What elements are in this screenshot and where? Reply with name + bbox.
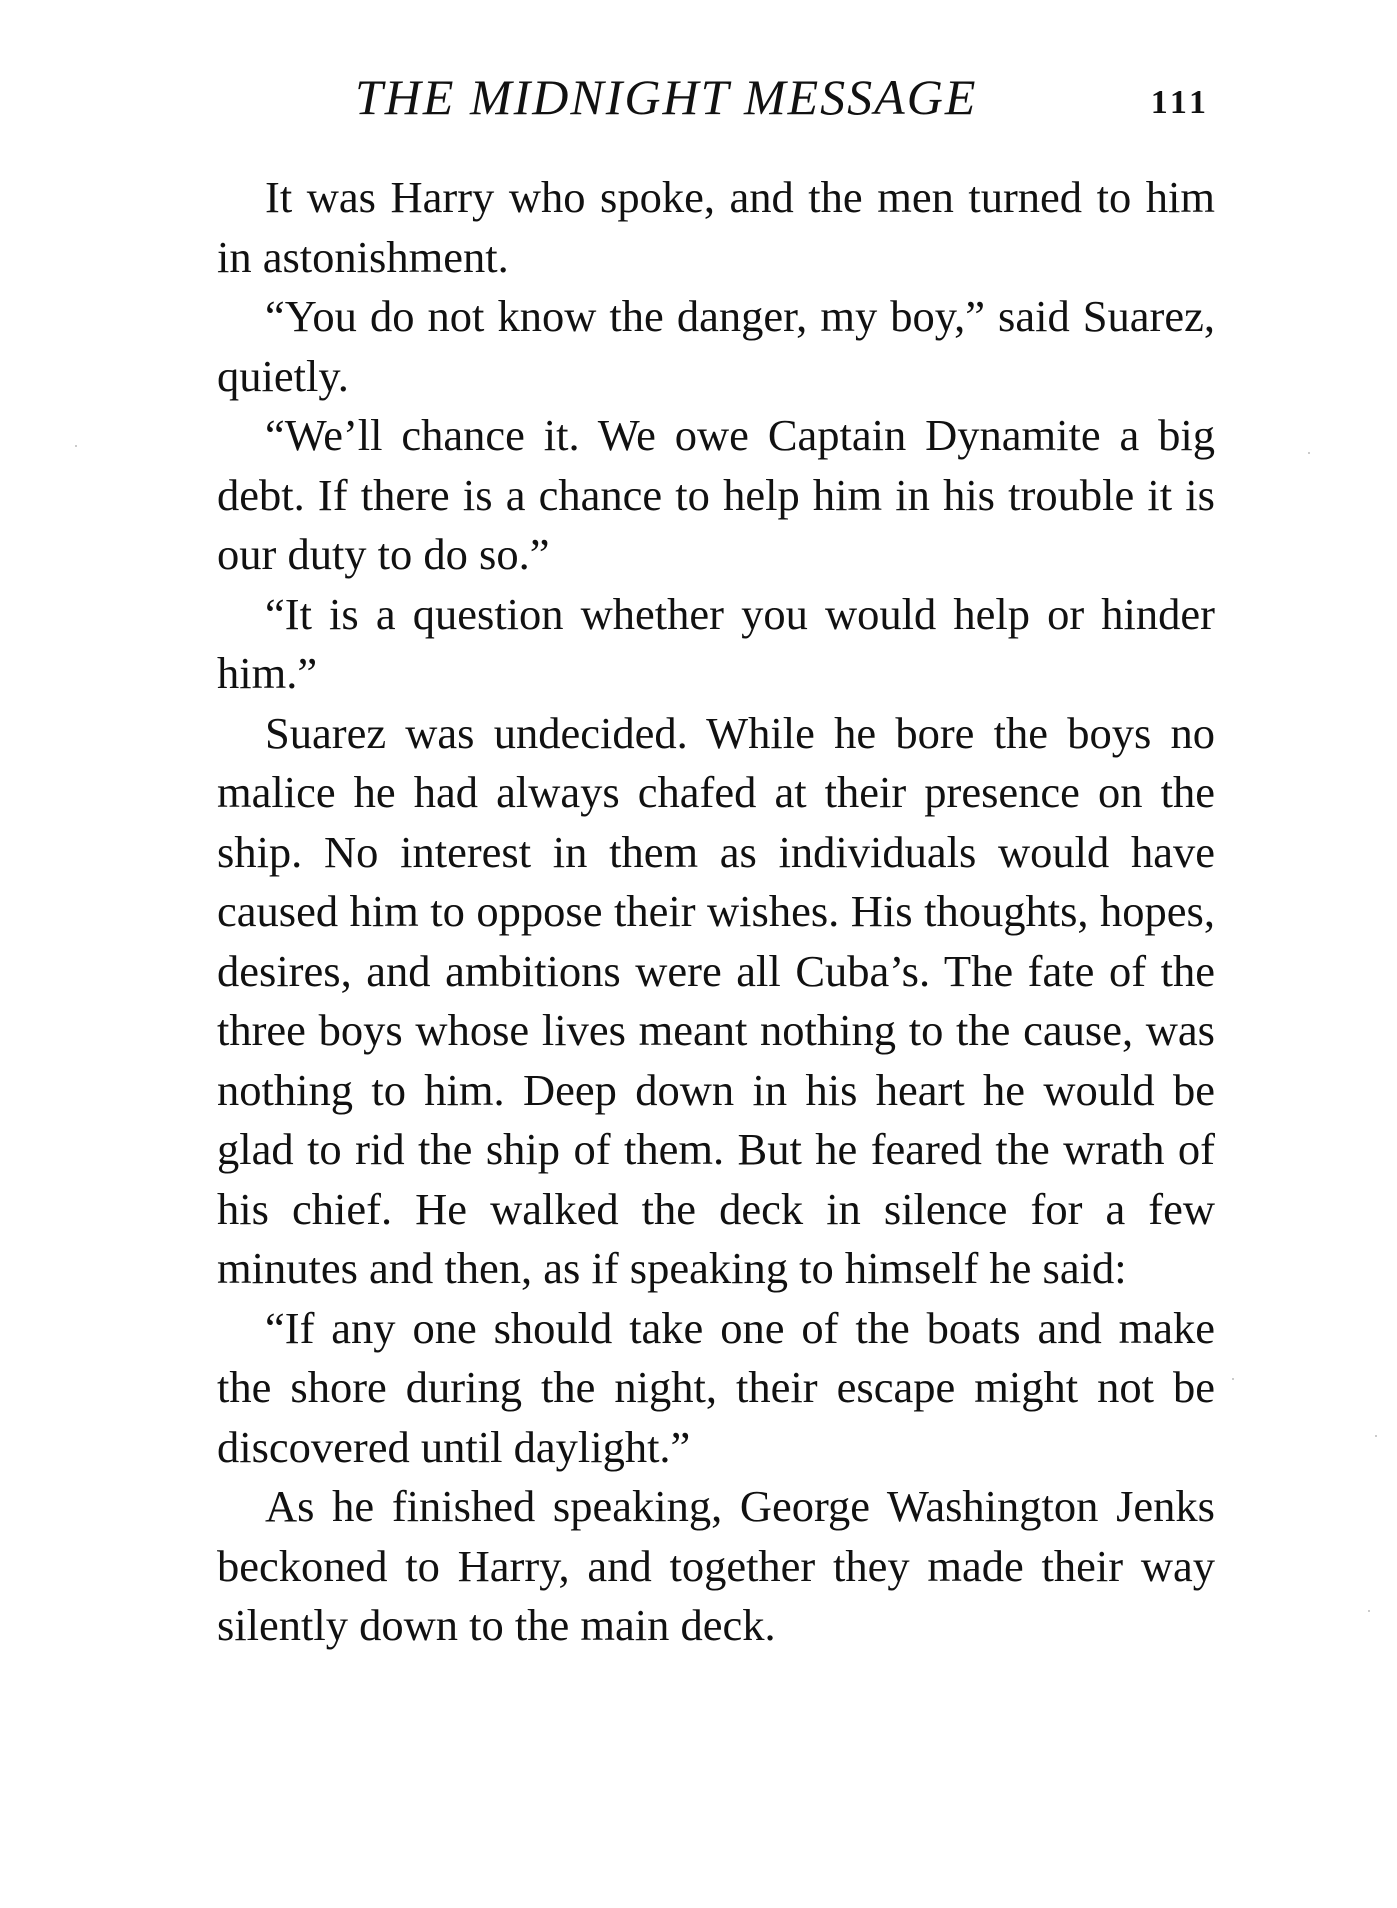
body-text <box>217 168 1215 1656</box>
scan-speck <box>1375 1435 1377 1437</box>
paragraph-4: “It is a question whether you would help or hinder him.” <box>217 588 1215 698</box>
chapter-title: THE MIDNIGHT MESSAGE <box>355 69 978 125</box>
paragraph-1: It was Harry who spoke, and the men turned to him in astonishment. <box>217 172 1215 282</box>
scan-speck <box>1308 452 1310 454</box>
paragraph-7: As he finished speaking, George Washington Jenks beckoned to Harry, and together they made their way silently down to the main deck. <box>217 1481 1215 1650</box>
scan-speck <box>1232 1378 1234 1380</box>
paragraph-3: “We’ll chance it. We owe Captain Dynamite a big debt. If there is a chance to help him in his trouble it is our duty to do so.” <box>217 410 1215 579</box>
running-head <box>225 62 1210 132</box>
paragraph-6: “If any one should take one of the boats and make the shore during the night, their escape might not be discovered until daylight.” <box>217 1302 1215 1472</box>
scan-speck <box>1368 1610 1370 1612</box>
page-number: 111 <box>1150 84 1210 121</box>
paragraph-2: “You do not know the danger, my boy,” said Suarez, quietly. <box>217 291 1215 401</box>
scan-speck <box>75 445 77 447</box>
paragraph-5: Suarez was undecided. While he bore the boys no malice he had always chafed at their presence on the ship. No interest in them as individuals would have caused him to oppose their wishes. His thoughts, hopes, desires, and ambitions were all Cuba’s. The fate of the three boys whose lives meant nothing to the cause, was nothing to him. Deep down in his heart he would be glad to rid the ship of them. But he feared the wrath of his chief. He walked the deck in silence for a few minutes and then, as if speaking to himself he said: <box>217 707 1215 1293</box>
